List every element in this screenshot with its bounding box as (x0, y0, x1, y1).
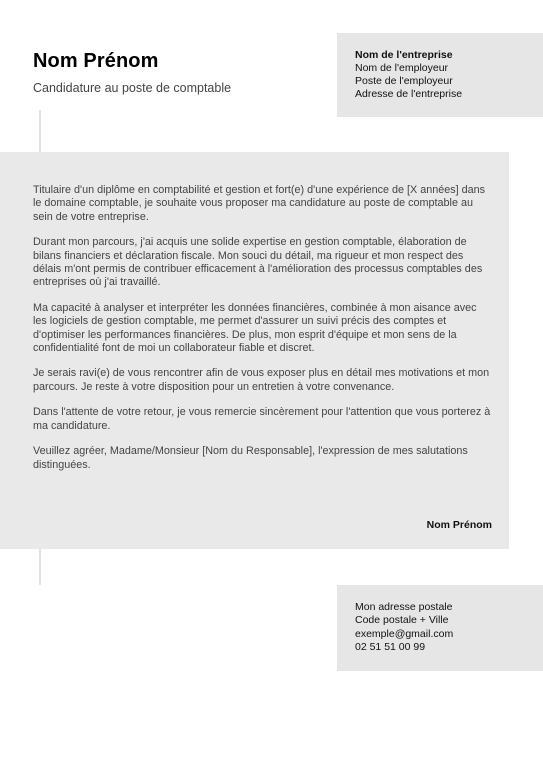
letter-paragraph: Je serais ravi(e) de vous rencontrer afin de vous exposer plus en détail mes motivations et mon parcours. Je reste à votre disposition pour un entretien à votre convenance. (33, 367, 490, 393)
postal-code-city: Code postale + Ville (355, 614, 449, 627)
application-subtitle: Candidature au poste de comptable (33, 81, 232, 95)
company-address: Adresse de l'entreprise (355, 88, 463, 100)
company-name: Nom de l'entreprise (355, 49, 453, 61)
applicant-name: Nom Prénom (33, 50, 159, 72)
employer-name: Nom de l'employeur (355, 62, 449, 74)
letter-paragraph: Dans l'attente de votre retour, je vous remercie sincèrement pour l'attention que vous porterez à ma candidature. (33, 406, 491, 432)
letter-paragraph: Durant mon parcours, j'ai acquis une solide expertise en gestion comptable, élaboration de bilans financiers et déclaration fiscale. Mon souci du détail, ma rigueur et mon respect des délais m'ont permis de contribuer efficacement à l'amélioration des processus comptables des entreprises où j'ai travaillé. (33, 236, 483, 289)
decorative-divider-top (39, 110, 41, 152)
letter-paragraph: Ma capacité à analyser et interpréter les données financières, combinée à mon aisance avec les logiciels de gestion comptable, me permet d'assurer un suivi précis des comptes et d'optimiser les performances financières. De plus, mon esprit d'équipe et mon sens de la confidentialité font de moi un collaborateur fiable et discret. (33, 301, 477, 355)
signature-name: Nom Prénom (426, 519, 492, 531)
decorative-divider-bottom (39, 549, 41, 585)
employer-position: Poste de l'employeur (355, 75, 453, 87)
employer-info-box (337, 33, 543, 117)
letter-paragraph: Veuillez agréer, Madame/Monsieur [Nom du Responsable], l'expression de mes salutations distinguées. (33, 445, 468, 471)
email-address: exemple@gmail.com (355, 627, 454, 640)
phone-number: 02 51 51 00 99 (355, 640, 426, 653)
postal-address: Mon adresse postale (355, 601, 453, 613)
contact-info-box (337, 585, 543, 671)
letter-body (0, 152, 509, 549)
letter-paragraph: Titulaire d'un diplôme en comptabilité et gestion et fort(e) d'une expérience de [X années] dans le domaine comptable, je souhaite vous proposer ma candidature au poste de comptable au sein de votre entreprise. (33, 184, 486, 223)
